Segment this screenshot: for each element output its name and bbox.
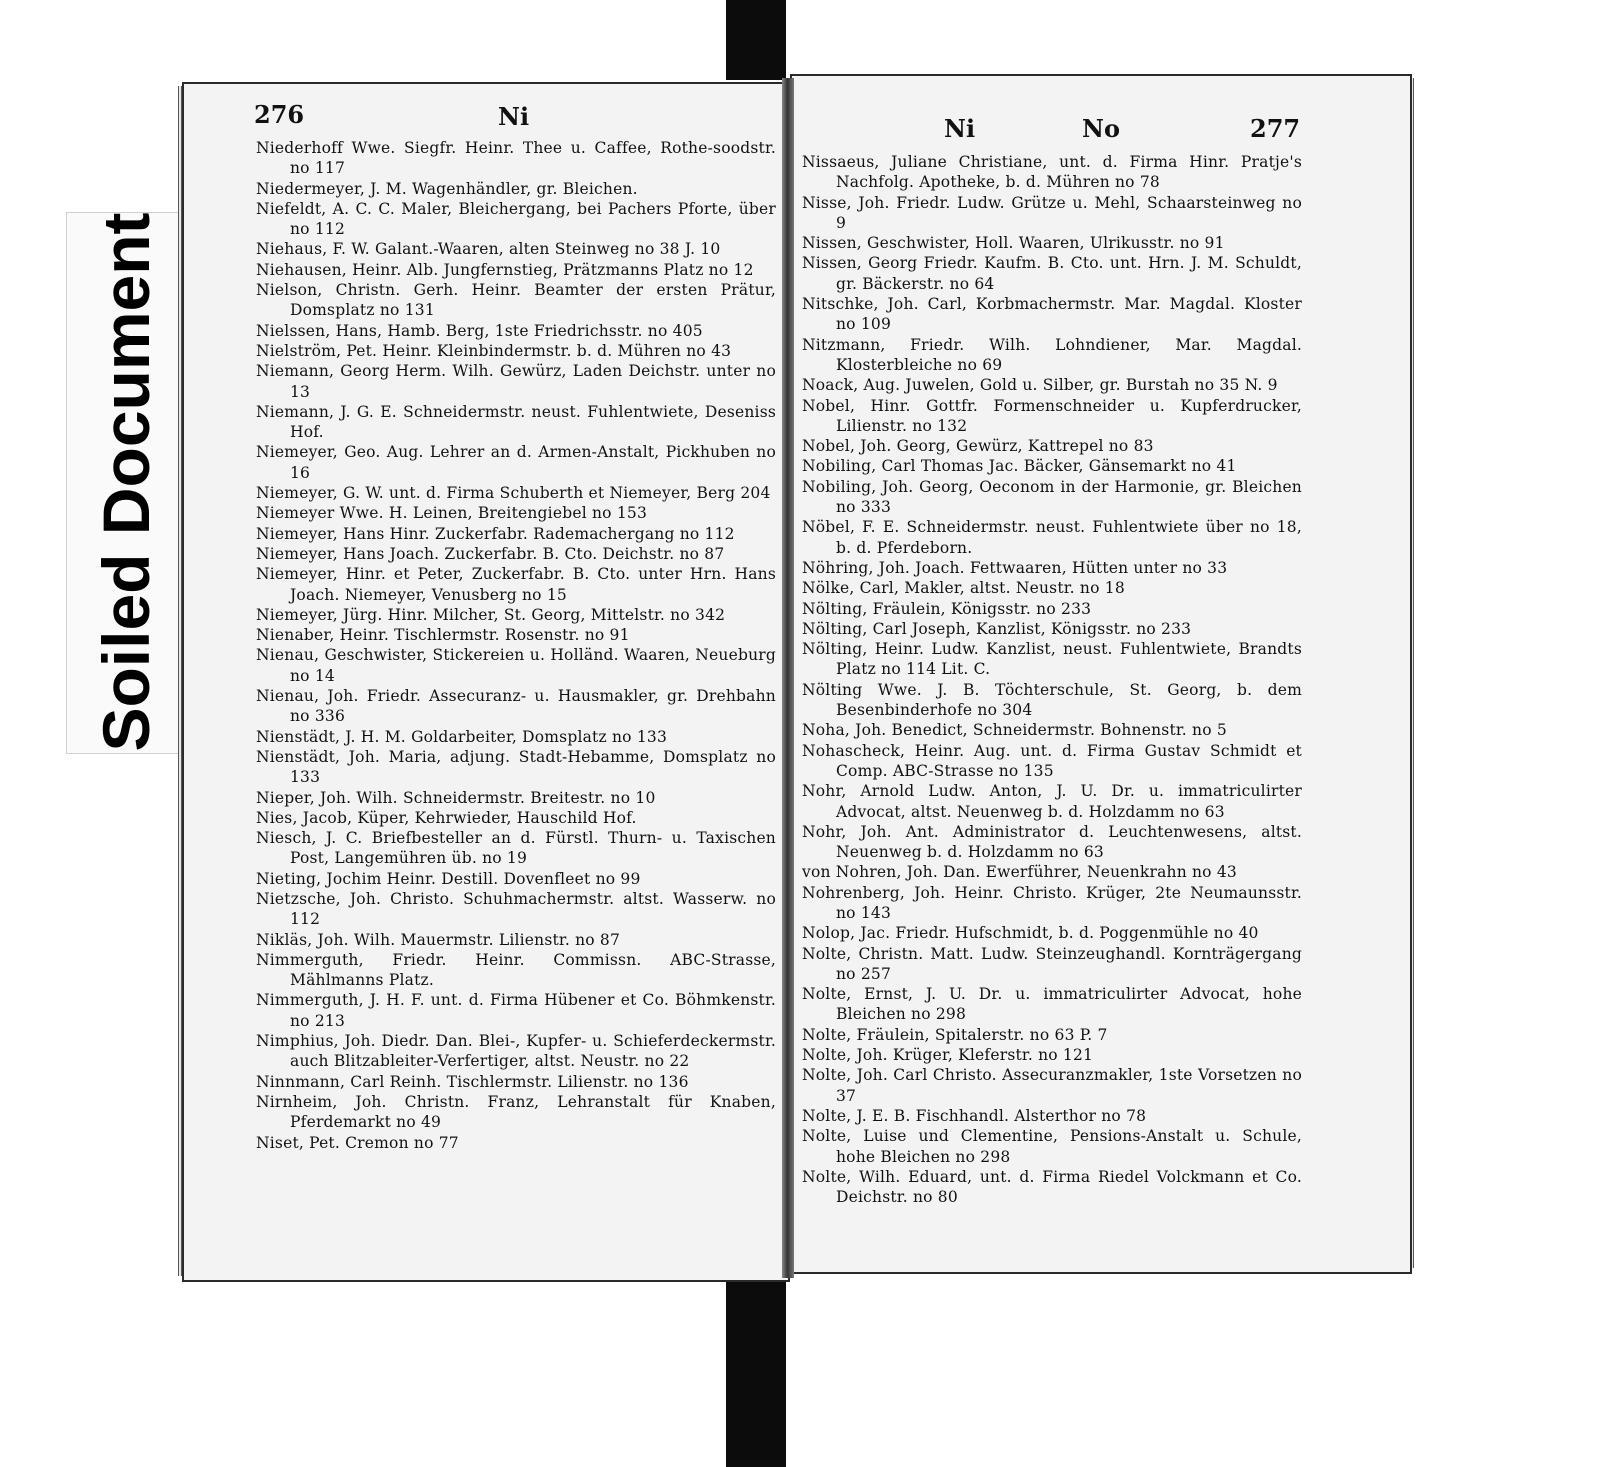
left-page [182,82,790,1282]
directory-entry: Nöhring, Joh. Joach. Fettwaaren, Hütten unter no 33 [802,558,1228,577]
film-strip-top [726,0,786,80]
right-page [790,74,1412,1274]
directory-entry: Niemann, Georg Herm. Wilh. Gewürz, Laden Deichstr. unter no 13 [256,362,776,401]
side-label: Soiled Document [89,212,163,752]
directory-entry: Niemeyer, Hinr. et Peter, Zuckerfabr. B. Cto. unter Hrn. Hans Joach. Niemeyer, Venusberg no 15 [256,565,776,604]
directory-entry: Niemeyer, Hans Joach. Zuckerfabr. B. Cto. Deichstr. no 87 [256,544,725,563]
directory-entry: Niemeyer Wwe. H. Leinen, Breitengiebel no 153 [256,504,648,523]
directory-entry: Nieper, Joh. Wilh. Schneidermstr. Breitestr. no 10 [256,788,656,807]
directory-entry: Nieting, Jochim Heinr. Destill. Dovenfleet no 99 [256,869,641,888]
directory-entry: Niederhoff Wwe. Siegfr. Heinr. Thee u. Caffee, Rothe-soodstr. no 117 [256,139,776,178]
directory-entry: Niemeyer, Jürg. Hinr. Milcher, St. Georg, Mittelstr. no 342 [256,605,726,624]
directory-entry: Nolte, J. E. B. Fischhandl. Alsterthor no 78 [802,1106,1147,1125]
directory-entry: Niemeyer, Hans Hinr. Zuckerfabr. Rademachergang no 112 [256,524,735,543]
directory-entry: Noha, Joh. Benedict, Schneidermstr. Bohnenstr. no 5 [802,721,1227,740]
directory-entry: Nirnheim, Joh. Christn. Franz, Lehranstalt für Knaben, Pferdemarkt no 49 [256,1092,776,1132]
directory-entry: Nolte, Joh. Krüger, Kleferstr. no 121 [802,1046,1094,1065]
directory-entry: Niesch, J. C. Briefbesteller an d. Fürstl. Thurn- u. Taxischen Post, Langemühren üb. no 19 [256,829,776,868]
directory-entry: Niemann, J. G. E. Schneidermstr. neust. Fuhlentwiete, Deseniss Hof. [256,402,776,442]
directory-entry: Nimmerguth, J. H. F. unt. d. Firma Hübener et Co. Böhmkenstr. no 213 [256,991,776,1030]
directory-entry: Nimmerguth, Friedr. Heinr. Commissn. ABC-Strasse, Mählmanns Platz. [256,950,776,990]
directory-entry: Nolte, Wilh. Eduard, unt. d. Firma Riedel Volckmann et Co. Deichstr. no 80 [802,1167,1302,1207]
directory-entry: Nolte, Luise und Clementine, Pensions-Anstalt u. Schule, hohe Bleichen no 298 [802,1127,1302,1166]
directory-entry: Nölting Wwe. J. B. Töchterschule, St. Georg, b. dem Besenbinderhofe no 304 [802,680,1302,720]
directory-entry: Noack, Aug. Juwelen, Gold u. Silber, gr. Burstah no 35 N. 9 [802,376,1278,395]
directory-entry: Nohr, Arnold Ludw. Anton, J. U. Dr. u. immatriculirter Advocat, altst. Neuenweg b. d. Holzdamm no 63 [802,782,1302,821]
directory-entry: Nienau, Geschwister, Stickereien u. Holländ. Waaren, Neueburg no 14 [256,646,776,685]
directory-entry: Nöbel, F. E. Schneidermstr. neust. Fuhlentwiete über no 18, b. d. Pferdeborn. [802,518,1302,557]
right-page-heading-right: No [1082,114,1120,143]
directory-entry: Nolop, Jac. Friedr. Hufschmidt, b. d. Poggenmühle no 40 [802,924,1259,943]
directory-entry: Nobel, Hinr. Gottfr. Formenschneider u. Kupferdrucker, Lilienstr. no 132 [802,396,1302,435]
directory-entry: Nolte, Ernst, J. U. Dr. u. immatriculirter Advocat, hohe Bleichen no 298 [802,985,1302,1024]
directory-entry: Nobel, Joh. Georg, Gewürz, Kattrepel no 83 [802,437,1154,456]
directory-entry: von Nohren, Joh. Dan. Ewerführer, Neuenkrahn no 43 [802,863,1237,882]
directory-entry: Nohrenberg, Joh. Heinr. Christo. Krüger, 2te Neumaunsstr. no 143 [802,883,1302,922]
directory-entry: Niemeyer, G. W. unt. d. Firma Schuberth et Niemeyer, Berg 204 [256,484,771,503]
directory-entry: Nielström, Pet. Heinr. Kleinbindermstr. b. d. Mühren no 43 [256,341,732,360]
directory-entry: Nitzmann, Friedr. Wilh. Lohndiener, Mar. Magdal. Klosterbleiche no 69 [802,335,1302,374]
directory-entry: Nies, Jacob, Küper, Kehrwieder, Hauschild Hof. [256,808,637,827]
directory-entry: Niemeyer, Geo. Aug. Lehrer an d. Armen-Anstalt, Pickhuben no 16 [256,443,776,482]
right-page-number: 277 [1250,114,1301,143]
directory-entry: Nissen, Georg Friedr. Kaufm. B. Cto. unt. Hrn. J. M. Schuldt, gr. Bäckerstr. no 64 [802,254,1302,293]
directory-entry: Niset, Pet. Cremon no 77 [256,1133,459,1152]
directory-entry: Nielson, Christn. Gerh. Heinr. Beamter der ersten Prätur, Domsplatz no 131 [256,281,776,320]
directory-entry: Nitschke, Joh. Carl, Korbmachermstr. Mar. Magdal. Kloster no 109 [802,295,1302,334]
directory-entry: Nölting, Heinr. Ludw. Kanzlist, neust. Fuhlentwiete, Brandts Platz no 114 Lit. C. [802,640,1302,679]
directory-entry: Niefeldt, A. C. C. Maler, Bleichergang, bei Pachers Pforte, über no 112 [256,199,776,239]
directory-entry: Nikläs, Joh. Wilh. Mauermstr. Lilienstr. no 87 [256,930,621,949]
directory-entry: Nienstädt, Joh. Maria, adjung. Stadt-Hebamme, Domsplatz no 133 [256,747,776,787]
directory-entry: Niedermeyer, J. M. Wagenhändler, gr. Bleichen. [256,179,638,198]
directory-entry: Nolte, Joh. Carl Christo. Assecuranzmakler, 1ste Vorsetzen no 37 [802,1066,1302,1105]
directory-entry: Nienstädt, J. H. M. Goldarbeiter, Domsplatz no 133 [256,727,668,746]
directory-entry: Nohascheck, Heinr. Aug. unt. d. Firma Gustav Schmidt et Comp. ABC-Strasse no 135 [802,741,1302,780]
book-gutter [782,78,794,1278]
directory-entry: Nissaeus, Juliane Christiane, unt. d. Firma Hinr. Pratje's Nachfolg. Apotheke, b. d. Mühren no 78 [802,153,1302,192]
directory-entry: Nienaber, Heinr. Tischlermstr. Rosenstr. no 91 [256,626,630,645]
right-page-heading-left: Ni [944,114,976,143]
directory-entry: Nietzsche, Joh. Christo. Schuhmachermstr. altst. Wasserw. no 112 [256,889,776,929]
directory-entry: Niehausen, Heinr. Alb. Jungfernstieg, Prätzmanns Platz no 12 [256,260,754,279]
right-entry-list [802,152,1302,1207]
directory-entry: Nölting, Carl Joseph, Kanzlist, Königsstr. no 233 [802,619,1192,638]
directory-entry: Nohr, Joh. Ant. Administrator d. Leuchtenwesens, altst. Neuenweg b. d. Holzdamm no 63 [802,822,1302,862]
directory-entry: Ninnmann, Carl Reinh. Tischlermstr. Lilienstr. no 136 [256,1072,689,1091]
left-page-number: 276 [254,100,305,129]
left-page-heading: Ni [498,102,530,131]
directory-entry: Nobiling, Carl Thomas Jac. Bäcker, Gänsemarkt no 41 [802,457,1237,476]
directory-entry: Nimphius, Joh. Diedr. Dan. Blei-, Kupfer- u. Schieferdeckermstr. auch Blitzableiter-Verfertiger, altst. Neustr. no 22 [256,1032,776,1071]
directory-entry: Niehaus, F. W. Galant.-Waaren, alten Steinweg no 38 J. 10 [256,240,721,259]
directory-entry: Nisse, Joh. Friedr. Ludw. Grütze u. Mehl, Schaarsteinweg no 9 [802,193,1302,232]
directory-entry: Nölting, Fräulein, Königsstr. no 233 [802,599,1092,618]
directory-entry: Nienau, Joh. Friedr. Assecuranz- u. Hausmakler, gr. Drehbahn no 336 [256,687,776,726]
directory-entry: Nissen, Geschwister, Holl. Waaren, Ulrikusstr. no 91 [802,234,1225,253]
open-book [178,72,1418,1287]
directory-entry: Nolte, Christn. Matt. Ludw. Steinzeughandl. Kornträgergang no 257 [802,944,1302,983]
directory-entry: Nölke, Carl, Makler, altst. Neustr. no 18 [802,579,1125,598]
directory-entry: Nobiling, Joh. Georg, Oeconom in der Harmonie, gr. Bleichen no 333 [802,477,1302,517]
directory-entry: Nielssen, Hans, Hamb. Berg, 1ste Friedrichsstr. no 405 [256,321,703,340]
directory-entry: Nolte, Fräulein, Spitalerstr. no 63 P. 7 [802,1025,1108,1044]
left-entry-list [256,138,776,1153]
